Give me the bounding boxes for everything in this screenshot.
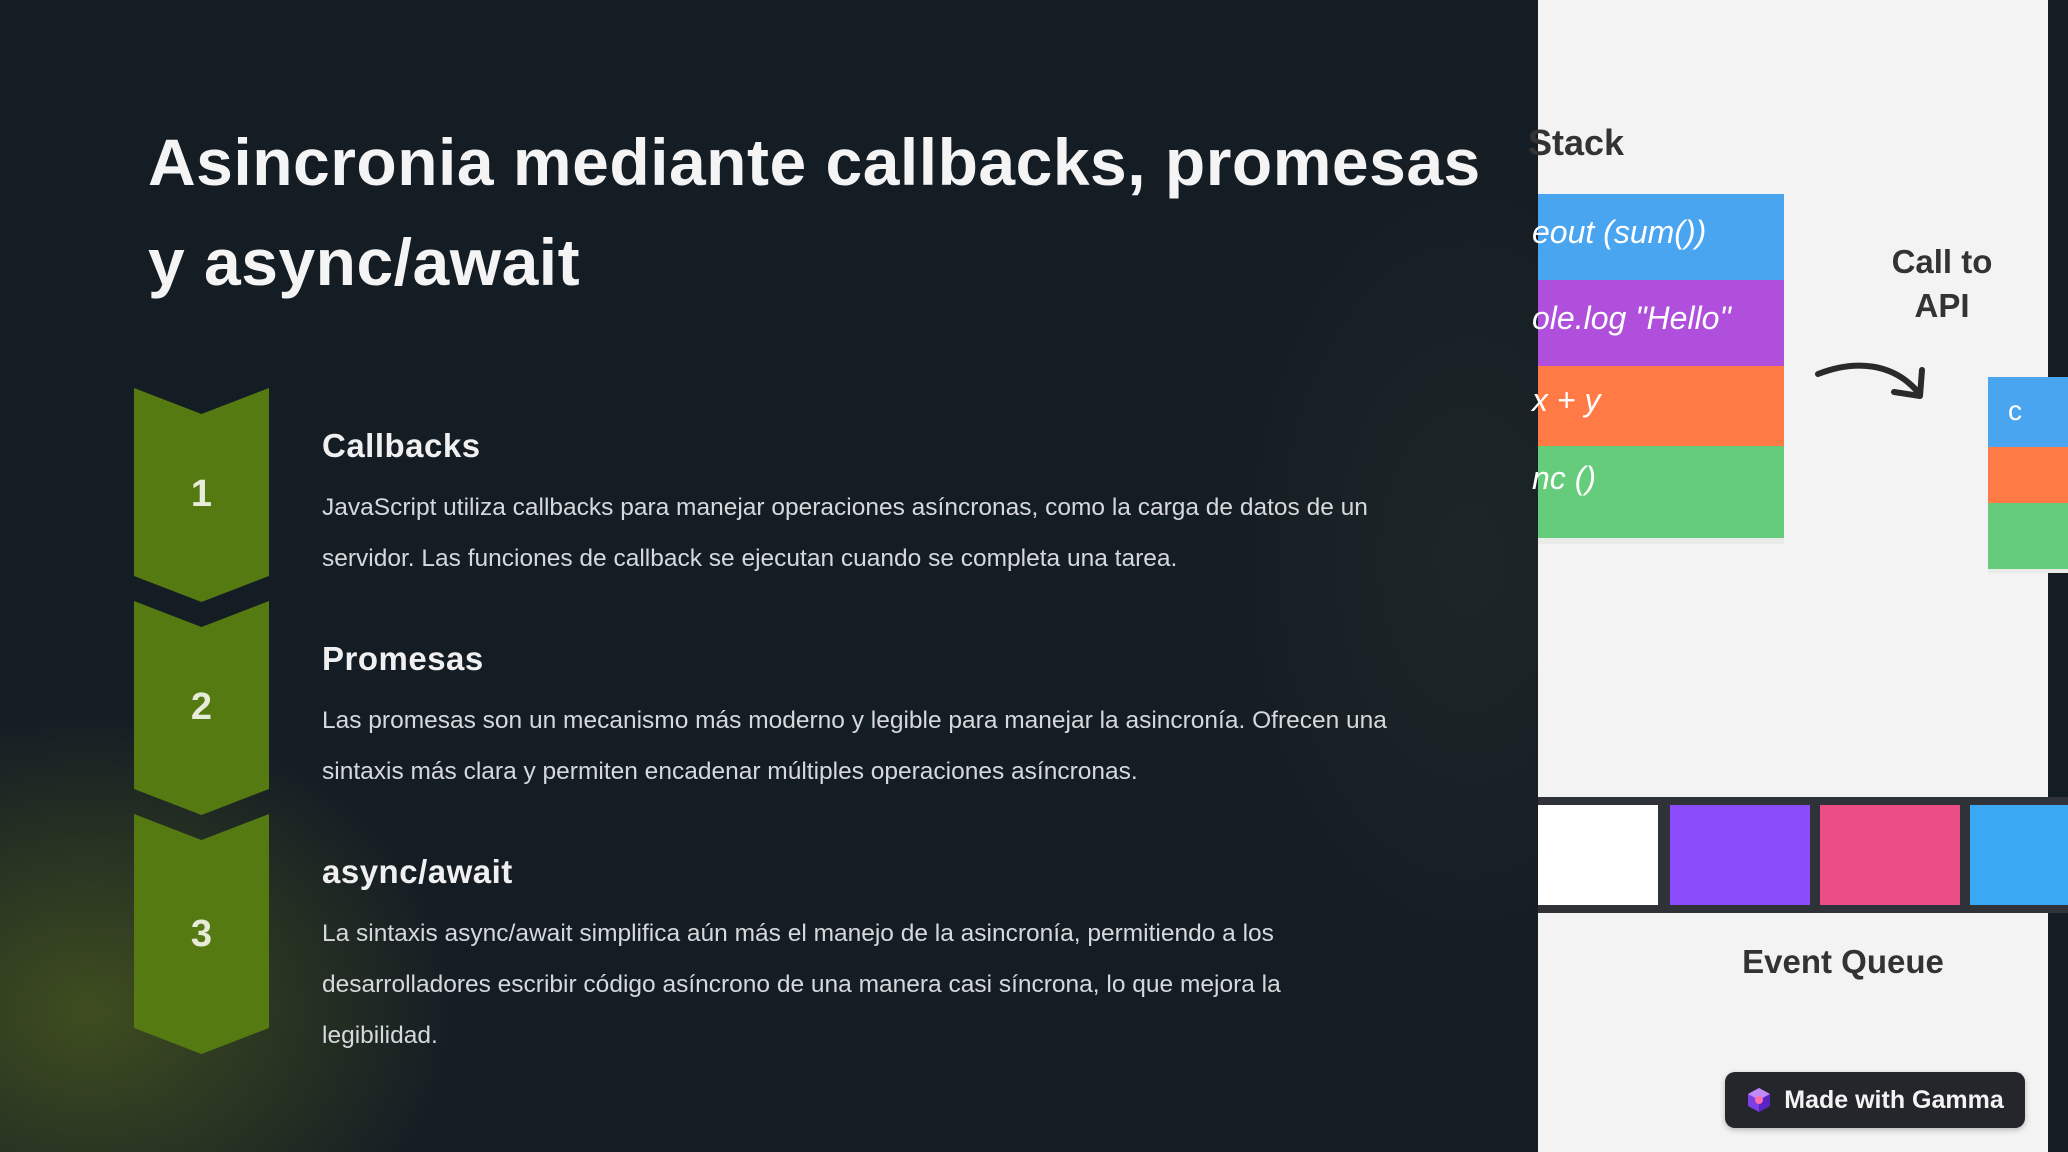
step-title: async/await — [322, 853, 513, 890]
event-loop-image — [1528, 0, 2048, 1152]
event-queue-label: Event Queue — [1742, 943, 1944, 980]
step-number: 3 — [190, 913, 213, 955]
gamma-logo-icon — [1746, 1087, 1772, 1113]
call-to-api-label: Call to API — [1891, 243, 1993, 324]
stack-item-text: nc () — [1532, 460, 1596, 496]
step-number: 2 — [190, 686, 213, 728]
step-title: Callbacks — [322, 427, 481, 464]
api-item — [1988, 447, 2068, 503]
slide-title: Asincronia mediante callbacks, promesas y async/await — [148, 125, 1481, 299]
step-description: La sintaxis async/await simplifica aún más el manejo de la asincronía, permitiendo a los desarrolladores escribir código asíncrono de una manera casi síncrona, lo que mejora la legibilidad. — [322, 920, 1281, 1049]
step-description: JavaScript utiliza callbacks para manejar operaciones asíncronas, como la carga de datos de un servidor. Las funciones de callback se ejecutan cuando se completa una tarea. — [322, 494, 1368, 572]
step-description: Las promesas son un mecanismo más moderno y legible para manejar la asincronía. Ofrecen una sintaxis más clara y permiten encadenar múltiples operaciones asíncronas. — [322, 707, 1387, 785]
stack-item — [1532, 194, 1784, 280]
step-title: Promesas — [322, 640, 484, 677]
queue-cell — [1820, 805, 1960, 905]
event-queue — [1538, 797, 2068, 913]
stack-item-text: ole.log "Hello" — [1532, 300, 1731, 336]
stack-label: Stack — [1528, 122, 1625, 163]
api-item — [1988, 503, 2068, 573]
stack-item — [1532, 366, 1784, 446]
queue-cell — [1538, 805, 1658, 905]
api-item-text: c — [2008, 395, 2022, 426]
made-with-gamma-badge[interactable] — [1725, 1072, 2025, 1128]
api-item — [1988, 377, 2068, 447]
badge-text: Made with Gamma — [1784, 1085, 2004, 1114]
stack-item — [1532, 280, 1784, 366]
stack-item-text: x + y — [1532, 382, 1601, 418]
stack-item — [1532, 446, 1784, 544]
queue-cell — [1970, 805, 2068, 905]
step-number: 1 — [190, 473, 213, 515]
queue-cell — [1670, 805, 1810, 905]
stack-item-text: eout (sum()) — [1532, 214, 1707, 250]
arrow-right-icon — [1814, 352, 1944, 412]
